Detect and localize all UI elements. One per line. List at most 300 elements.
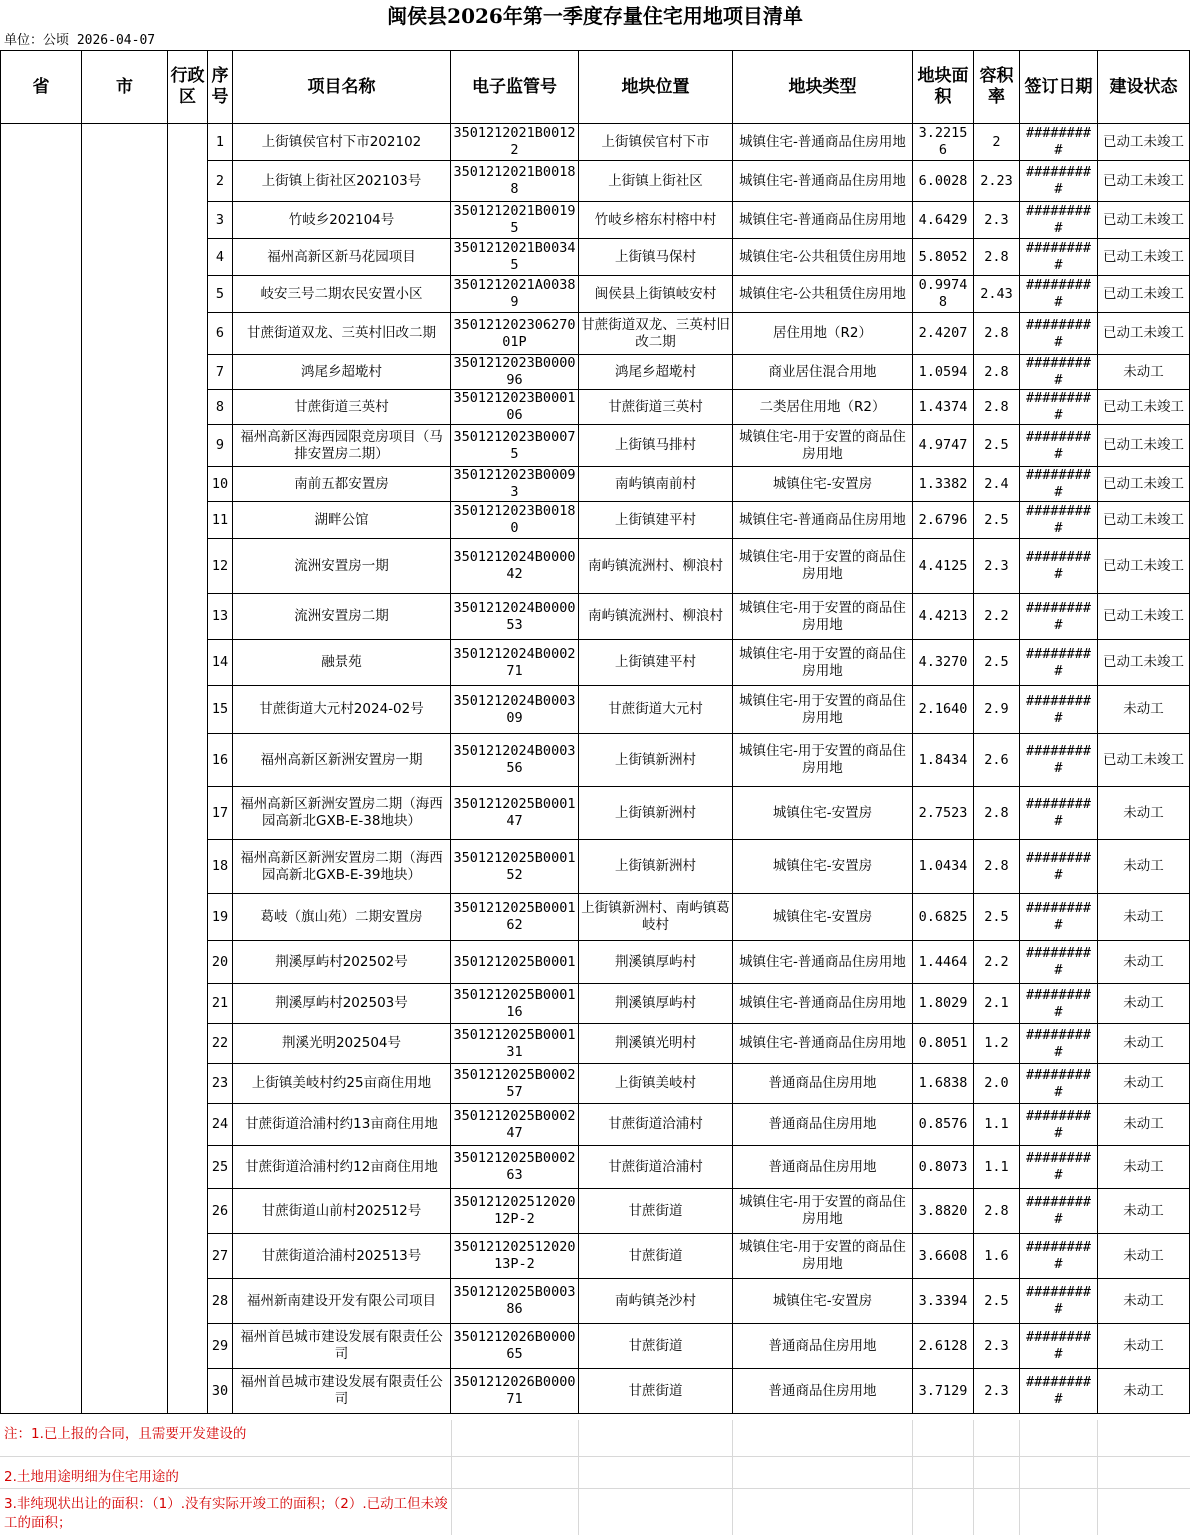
plot-type-cell: 城镇住宅-普通商品住房用地: [733, 202, 913, 239]
seq-cell: 8: [208, 390, 233, 425]
floor-area-ratio-cell: 2.5: [974, 640, 1020, 686]
plot-area-cell: 1.8434: [913, 734, 974, 787]
seq-cell: 7: [208, 355, 233, 390]
floor-area-ratio-cell: 2.4: [974, 467, 1020, 502]
project-name-cell: 荆溪光明202504号: [233, 1024, 451, 1064]
header-code: 电子监管号: [451, 51, 579, 124]
plot-type-cell: 城镇住宅-安置房: [733, 1279, 913, 1324]
sign-date-cell: #########: [1020, 1104, 1098, 1146]
grid-line: [973, 1420, 974, 1535]
plot-location-cell: 鸿尾乡超墘村: [579, 355, 733, 390]
seq-cell: 15: [208, 686, 233, 734]
unit-line: 单位：公顷 2026-04-07: [4, 33, 156, 48]
plot-location-cell: 甘蔗街道: [579, 1369, 733, 1414]
seq-cell: 27: [208, 1234, 233, 1279]
plot-area-cell: 3.8820: [913, 1189, 974, 1234]
plot-location-cell: 南屿镇南前村: [579, 467, 733, 502]
project-name-cell: 融景苑: [233, 640, 451, 686]
construction-status-cell: 未动工: [1098, 1064, 1190, 1104]
supervision-code-cell: 3501212025B000152: [451, 840, 579, 894]
seq-cell: 12: [208, 539, 233, 594]
header-location: 地块位置: [579, 51, 733, 124]
plot-location-cell: 上街镇侯官村下市: [579, 124, 733, 161]
seq-cell: 2: [208, 161, 233, 202]
project-name-cell: 福州高新区海西园限竞房项目（马排安置房二期）: [233, 425, 451, 467]
plot-location-cell: 上街镇上街社区: [579, 161, 733, 202]
seq-cell: 28: [208, 1279, 233, 1324]
floor-area-ratio-cell: 2.5: [974, 425, 1020, 467]
header-ratio: 容积率: [974, 51, 1020, 124]
construction-status-cell: 未动工: [1098, 1189, 1190, 1234]
note-2: 2.土地用途明细为住宅用途的: [4, 1469, 179, 1485]
construction-status-cell: 未动工: [1098, 1024, 1190, 1064]
plot-location-cell: 甘蔗街道三英村: [579, 390, 733, 425]
floor-area-ratio-cell: 1.2: [974, 1024, 1020, 1064]
project-name-cell: 甘蔗街道洽浦村约12亩商住用地: [233, 1146, 451, 1189]
supervision-code-cell: 3501212021A00389: [451, 276, 579, 313]
plot-location-cell: 上街镇新洲村、南屿镇葛岐村: [579, 894, 733, 941]
supervision-code-cell: 3501212025B000116: [451, 984, 579, 1024]
plot-area-cell: 1.4464: [913, 941, 974, 984]
plot-location-cell: 甘蔗街道: [579, 1324, 733, 1369]
seq-cell: 19: [208, 894, 233, 941]
construction-status-cell: 未动工: [1098, 1146, 1190, 1189]
plot-location-cell: 荆溪镇光明村: [579, 1024, 733, 1064]
sign-date-cell: #########: [1020, 239, 1098, 276]
supervision-code-cell: 3501212024B000356: [451, 734, 579, 787]
header-row: [1, 51, 1190, 124]
plot-location-cell: 上街镇建平村: [579, 640, 733, 686]
supervision-code-cell: 3501212021B00195: [451, 202, 579, 239]
floor-area-ratio-cell: 2.9: [974, 686, 1020, 734]
project-name-cell: 流洲安置房一期: [233, 539, 451, 594]
project-name-cell: 福州首邑城市建设发展有限责任公司: [233, 1369, 451, 1414]
grid-line: [578, 1420, 579, 1535]
plot-area-cell: 1.0434: [913, 840, 974, 894]
plot-area-cell: 0.6825: [913, 894, 974, 941]
floor-area-ratio-cell: 2: [974, 124, 1020, 161]
header-district: 行政区: [168, 51, 208, 124]
floor-area-ratio-cell: 2.8: [974, 239, 1020, 276]
supervision-code-cell: 3501212025B000257: [451, 1064, 579, 1104]
header-province: 省: [1, 51, 82, 124]
construction-status-cell: 已动工未竣工: [1098, 467, 1190, 502]
sign-date-cell: #########: [1020, 640, 1098, 686]
project-name-cell: 福州高新区新洲安置房二期（海西园高新北GXB-E-38地块）: [233, 787, 451, 840]
floor-area-ratio-cell: 2.43: [974, 276, 1020, 313]
supervision-code-cell: 3501212026B000065: [451, 1324, 579, 1369]
plot-location-cell: 上街镇马保村: [579, 239, 733, 276]
city-cell: [82, 124, 168, 1414]
plot-location-cell: 甘蔗街道: [579, 1234, 733, 1279]
sign-date-cell: #########: [1020, 1189, 1098, 1234]
plot-location-cell: 上街镇建平村: [579, 502, 733, 539]
grid-line: [912, 1420, 913, 1535]
plot-type-cell: 城镇住宅-公共租赁住房用地: [733, 239, 913, 276]
project-name-cell: 甘蔗街道洽浦村202513号: [233, 1234, 451, 1279]
floor-area-ratio-cell: 2.8: [974, 390, 1020, 425]
supervision-code-cell: 35012120251202013P-2: [451, 1234, 579, 1279]
project-name-cell: 荆溪厚屿村202503号: [233, 984, 451, 1024]
construction-status-cell: 未动工: [1098, 894, 1190, 941]
plot-area-cell: 0.8576: [913, 1104, 974, 1146]
supervision-code-cell: 3501212021B00188: [451, 161, 579, 202]
plot-type-cell: 城镇住宅-用于安置的商品住房用地: [733, 640, 913, 686]
sign-date-cell: #########: [1020, 390, 1098, 425]
plot-type-cell: 城镇住宅-用于安置的商品住房用地: [733, 734, 913, 787]
plot-location-cell: 荆溪镇厚屿村: [579, 984, 733, 1024]
seq-cell: 30: [208, 1369, 233, 1414]
sign-date-cell: #########: [1020, 787, 1098, 840]
sign-date-cell: #########: [1020, 425, 1098, 467]
plot-area-cell: 6.0028: [913, 161, 974, 202]
supervision-code-cell: 3501212025B000263: [451, 1146, 579, 1189]
construction-status-cell: 未动工: [1098, 941, 1190, 984]
header-area: 地块面积: [913, 51, 974, 124]
table-row: [1, 124, 1190, 161]
plot-type-cell: 普通商品住房用地: [733, 1104, 913, 1146]
project-name-cell: 湖畔公馆: [233, 502, 451, 539]
sign-date-cell: #########: [1020, 1024, 1098, 1064]
note-1: 注：1.已上报的合同，且需要开发建设的: [4, 1426, 247, 1442]
plot-type-cell: 城镇住宅-安置房: [733, 787, 913, 840]
floor-area-ratio-cell: 1.1: [974, 1146, 1020, 1189]
supervision-code-cell: 3501212026B000071: [451, 1369, 579, 1414]
plot-type-cell: 二类居住用地（R2）: [733, 390, 913, 425]
seq-cell: 25: [208, 1146, 233, 1189]
plot-type-cell: 城镇住宅-用于安置的商品住房用地: [733, 539, 913, 594]
supervision-code-cell: 3501212024B000309: [451, 686, 579, 734]
supervision-code-cell: 3501212025B0001: [451, 941, 579, 984]
floor-area-ratio-cell: 2.5: [974, 1279, 1020, 1324]
seq-cell: 22: [208, 1024, 233, 1064]
plot-area-cell: 3.7129: [913, 1369, 974, 1414]
construction-status-cell: 已动工未竣工: [1098, 390, 1190, 425]
project-name-cell: 荆溪厚屿村202502号: [233, 941, 451, 984]
plot-area-cell: 2.4207: [913, 313, 974, 355]
plot-type-cell: 城镇住宅-普通商品住房用地: [733, 941, 913, 984]
project-name-cell: 竹岐乡202104号: [233, 202, 451, 239]
plot-location-cell: 闽侯县上街镇岐安村: [579, 276, 733, 313]
header-status: 建设状态: [1098, 51, 1190, 124]
grid-line: [1097, 1420, 1098, 1535]
sign-date-cell: #########: [1020, 1234, 1098, 1279]
floor-area-ratio-cell: 2.2: [974, 594, 1020, 640]
plot-type-cell: 城镇住宅-安置房: [733, 894, 913, 941]
plot-type-cell: 城镇住宅-普通商品住房用地: [733, 1024, 913, 1064]
floor-area-ratio-cell: 2.8: [974, 787, 1020, 840]
sign-date-cell: #########: [1020, 686, 1098, 734]
seq-cell: 21: [208, 984, 233, 1024]
sign-date-cell: #########: [1020, 1324, 1098, 1369]
seq-cell: 5: [208, 276, 233, 313]
seq-cell: 18: [208, 840, 233, 894]
seq-cell: 3: [208, 202, 233, 239]
seq-cell: 4: [208, 239, 233, 276]
floor-area-ratio-cell: 2.0: [974, 1064, 1020, 1104]
plot-type-cell: 城镇住宅-用于安置的商品住房用地: [733, 686, 913, 734]
grid-line: [451, 1420, 452, 1535]
supervision-code-cell: 3501212025B000386: [451, 1279, 579, 1324]
construction-status-cell: 未动工: [1098, 1104, 1190, 1146]
project-name-cell: 上街镇上街社区202103号: [233, 161, 451, 202]
construction-status-cell: 已动工未竣工: [1098, 276, 1190, 313]
plot-type-cell: 城镇住宅-用于安置的商品住房用地: [733, 594, 913, 640]
sign-date-cell: #########: [1020, 502, 1098, 539]
seq-cell: 1: [208, 124, 233, 161]
project-name-cell: 上街镇侯官村下市202102: [233, 124, 451, 161]
plot-type-cell: 城镇住宅-普通商品住房用地: [733, 502, 913, 539]
plot-type-cell: 城镇住宅-安置房: [733, 467, 913, 502]
construction-status-cell: 已动工未竣工: [1098, 594, 1190, 640]
project-name-cell: 甘蔗街道洽浦村约13亩商住用地: [233, 1104, 451, 1146]
floor-area-ratio-cell: 2.3: [974, 1369, 1020, 1414]
supervision-code-cell: 3501212021B00345: [451, 239, 579, 276]
plot-type-cell: 城镇住宅-用于安置的商品住房用地: [733, 1189, 913, 1234]
plot-location-cell: 甘蔗街道大元村: [579, 686, 733, 734]
seq-cell: 11: [208, 502, 233, 539]
project-name-cell: 福州新南建设开发有限公司项目: [233, 1279, 451, 1324]
plot-area-cell: 3.6608: [913, 1234, 974, 1279]
construction-status-cell: 未动工: [1098, 1324, 1190, 1369]
plot-type-cell: 居住用地（R2）: [733, 313, 913, 355]
project-name-cell: 福州高新区新洲安置房二期（海西园高新北GXB-E-39地块）: [233, 840, 451, 894]
construction-status-cell: 未动工: [1098, 1369, 1190, 1414]
floor-area-ratio-cell: 2.8: [974, 840, 1020, 894]
plot-location-cell: 南屿镇流洲村、柳浪村: [579, 539, 733, 594]
project-name-cell: 岐安三号二期农民安置小区: [233, 276, 451, 313]
construction-status-cell: 未动工: [1098, 840, 1190, 894]
header-name: 项目名称: [233, 51, 451, 124]
floor-area-ratio-cell: 1.1: [974, 1104, 1020, 1146]
plot-area-cell: 3.3394: [913, 1279, 974, 1324]
plot-location-cell: 上街镇马排村: [579, 425, 733, 467]
plot-area-cell: 3.22156: [913, 124, 974, 161]
plot-type-cell: 普通商品住房用地: [733, 1324, 913, 1369]
seq-cell: 16: [208, 734, 233, 787]
construction-status-cell: 已动工未竣工: [1098, 425, 1190, 467]
plot-location-cell: 南屿镇尧沙村: [579, 1279, 733, 1324]
land-table: [0, 50, 1190, 1414]
project-name-cell: 福州首邑城市建设发展有限责任公司: [233, 1324, 451, 1369]
seq-cell: 13: [208, 594, 233, 640]
seq-cell: 6: [208, 313, 233, 355]
plot-type-cell: 城镇住宅-普通商品住房用地: [733, 124, 913, 161]
plot-location-cell: 荆溪镇厚屿村: [579, 941, 733, 984]
floor-area-ratio-cell: 2.8: [974, 1189, 1020, 1234]
plot-type-cell: 商业居住混合用地: [733, 355, 913, 390]
project-name-cell: 甘蔗街道山前村202512号: [233, 1189, 451, 1234]
seq-cell: 10: [208, 467, 233, 502]
construction-status-cell: 已动工未竣工: [1098, 239, 1190, 276]
construction-status-cell: 已动工未竣工: [1098, 313, 1190, 355]
construction-status-cell: 未动工: [1098, 787, 1190, 840]
sign-date-cell: #########: [1020, 594, 1098, 640]
supervision-code-cell: 35012120251202012P-2: [451, 1189, 579, 1234]
plot-type-cell: 城镇住宅-用于安置的商品住房用地: [733, 425, 913, 467]
project-name-cell: 葛岐（旗山苑）二期安置房: [233, 894, 451, 941]
project-name-cell: 福州高新区新马花园项目: [233, 239, 451, 276]
sign-date-cell: #########: [1020, 355, 1098, 390]
seq-cell: 26: [208, 1189, 233, 1234]
sign-date-cell: #########: [1020, 539, 1098, 594]
plot-area-cell: 4.4213: [913, 594, 974, 640]
plot-area-cell: 1.3382: [913, 467, 974, 502]
grid-line: [0, 1456, 1190, 1457]
project-name-cell: 甘蔗街道双龙、三英村旧改二期: [233, 313, 451, 355]
plot-location-cell: 南屿镇流洲村、柳浪村: [579, 594, 733, 640]
plot-type-cell: 普通商品住房用地: [733, 1064, 913, 1104]
header-city: 市: [82, 51, 168, 124]
floor-area-ratio-cell: 2.5: [974, 502, 1020, 539]
header-seq: 序号: [208, 51, 233, 124]
construction-status-cell: 未动工: [1098, 355, 1190, 390]
floor-area-ratio-cell: 2.1: [974, 984, 1020, 1024]
sign-date-cell: #########: [1020, 840, 1098, 894]
construction-status-cell: 已动工未竣工: [1098, 734, 1190, 787]
supervision-code-cell: 3501212023B00093: [451, 467, 579, 502]
plot-type-cell: 城镇住宅-普通商品住房用地: [733, 984, 913, 1024]
supervision-code-cell: 350121202306270 01P: [451, 313, 579, 355]
plot-location-cell: 上街镇新洲村: [579, 787, 733, 840]
plot-area-cell: 0.8051: [913, 1024, 974, 1064]
project-name-cell: 鸿尾乡超墘村: [233, 355, 451, 390]
sign-date-cell: #########: [1020, 734, 1098, 787]
plot-area-cell: 2.1640: [913, 686, 974, 734]
plot-area-cell: 5.8052: [913, 239, 974, 276]
plot-location-cell: 上街镇美岐村: [579, 1064, 733, 1104]
plot-area-cell: 1.8029: [913, 984, 974, 1024]
floor-area-ratio-cell: 2.3: [974, 539, 1020, 594]
sign-date-cell: #########: [1020, 1369, 1098, 1414]
sign-date-cell: #########: [1020, 941, 1098, 984]
plot-location-cell: 上街镇新洲村: [579, 734, 733, 787]
plot-location-cell: 甘蔗街道: [579, 1189, 733, 1234]
construction-status-cell: 已动工未竣工: [1098, 161, 1190, 202]
plot-area-cell: 1.4374: [913, 390, 974, 425]
plot-location-cell: 甘蔗街道洽浦村: [579, 1104, 733, 1146]
plot-type-cell: 城镇住宅-普通商品住房用地: [733, 161, 913, 202]
project-name-cell: 上街镇美岐村约25亩商住用地: [233, 1064, 451, 1104]
floor-area-ratio-cell: 2.2: [974, 941, 1020, 984]
construction-status-cell: 未动工: [1098, 984, 1190, 1024]
plot-area-cell: 2.7523: [913, 787, 974, 840]
grid-line: [1019, 1420, 1020, 1535]
construction-status-cell: 已动工未竣工: [1098, 502, 1190, 539]
sign-date-cell: #########: [1020, 202, 1098, 239]
plot-area-cell: 4.6429: [913, 202, 974, 239]
sign-date-cell: #########: [1020, 313, 1098, 355]
supervision-code-cell: 3501212025B000131: [451, 1024, 579, 1064]
project-name-cell: 甘蔗街道大元村2024-02号: [233, 686, 451, 734]
construction-status-cell: 已动工未竣工: [1098, 539, 1190, 594]
floor-area-ratio-cell: 2.3: [974, 202, 1020, 239]
supervision-code-cell: 3501212023B00075: [451, 425, 579, 467]
sign-date-cell: #########: [1020, 1146, 1098, 1189]
sign-date-cell: #########: [1020, 1279, 1098, 1324]
floor-area-ratio-cell: 2.8: [974, 313, 1020, 355]
floor-area-ratio-cell: 2.5: [974, 894, 1020, 941]
header-date: 签订日期: [1020, 51, 1098, 124]
floor-area-ratio-cell: 2.3: [974, 1324, 1020, 1369]
plot-location-cell: 竹岐乡榕东村榕中村: [579, 202, 733, 239]
district-cell: [168, 124, 208, 1414]
seq-cell: 23: [208, 1064, 233, 1104]
sign-date-cell: #########: [1020, 467, 1098, 502]
table-body: [1, 124, 1190, 1414]
seq-cell: 14: [208, 640, 233, 686]
construction-status-cell: 已动工未竣工: [1098, 640, 1190, 686]
plot-type-cell: 城镇住宅-用于安置的商品住房用地: [733, 1234, 913, 1279]
construction-status-cell: 已动工未竣工: [1098, 124, 1190, 161]
project-name-cell: 流洲安置房二期: [233, 594, 451, 640]
project-name-cell: 甘蔗街道三英村: [233, 390, 451, 425]
plot-area-cell: 2.6796: [913, 502, 974, 539]
sign-date-cell: #########: [1020, 1064, 1098, 1104]
seq-cell: 9: [208, 425, 233, 467]
project-name-cell: 福州高新区新洲安置房一期: [233, 734, 451, 787]
seq-cell: 29: [208, 1324, 233, 1369]
grid-line: [0, 1488, 1190, 1489]
plot-area-cell: 1.0594: [913, 355, 974, 390]
sign-date-cell: #########: [1020, 984, 1098, 1024]
construction-status-cell: 已动工未竣工: [1098, 202, 1190, 239]
note-3: 3.非纯现状出让的面积：（1）.没有实际开竣工的面积；（2）.已动工但未竣工的面积；: [4, 1496, 448, 1531]
supervision-code-cell: 3501212023B00180: [451, 502, 579, 539]
sign-date-cell: #########: [1020, 161, 1098, 202]
plot-location-cell: 甘蔗街道洽浦村: [579, 1146, 733, 1189]
construction-status-cell: 未动工: [1098, 686, 1190, 734]
seq-cell: 17: [208, 787, 233, 840]
seq-cell: 24: [208, 1104, 233, 1146]
plot-area-cell: 2.6128: [913, 1324, 974, 1369]
supervision-code-cell: 3501212024B000042: [451, 539, 579, 594]
grid-line: [732, 1420, 733, 1535]
plot-area-cell: 0.99748: [913, 276, 974, 313]
floor-area-ratio-cell: 2.8: [974, 355, 1020, 390]
plot-type-cell: 城镇住宅-安置房: [733, 840, 913, 894]
sign-date-cell: #########: [1020, 894, 1098, 941]
plot-type-cell: 普通商品住房用地: [733, 1369, 913, 1414]
plot-area-cell: 1.6838: [913, 1064, 974, 1104]
supervision-code-cell: 3501212021B00122: [451, 124, 579, 161]
floor-area-ratio-cell: 2.23: [974, 161, 1020, 202]
plot-location-cell: 上街镇新洲村: [579, 840, 733, 894]
plot-type-cell: 普通商品住房用地: [733, 1146, 913, 1189]
construction-status-cell: 未动工: [1098, 1279, 1190, 1324]
supervision-code-cell: 3501212023B000106: [451, 390, 579, 425]
plot-area-cell: 4.4125: [913, 539, 974, 594]
floor-area-ratio-cell: 1.6: [974, 1234, 1020, 1279]
supervision-code-cell: 3501212024B000053: [451, 594, 579, 640]
plot-area-cell: 0.8073: [913, 1146, 974, 1189]
page-title: 闽侯县2026年第一季度存量住宅用地项目清单: [387, 4, 803, 28]
plot-area-cell: 4.9747: [913, 425, 974, 467]
province-cell: [1, 124, 82, 1414]
supervision-code-cell: 3501212024B000271: [451, 640, 579, 686]
plot-type-cell: 城镇住宅-公共租赁住房用地: [733, 276, 913, 313]
supervision-code-cell: 3501212025B000247: [451, 1104, 579, 1146]
construction-status-cell: 未动工: [1098, 1234, 1190, 1279]
supervision-code-cell: 3501212025B000162: [451, 894, 579, 941]
seq-cell: 20: [208, 941, 233, 984]
supervision-code-cell: 3501212025B000147: [451, 787, 579, 840]
plot-area-cell: 4.3270: [913, 640, 974, 686]
header-type: 地块类型: [733, 51, 913, 124]
plot-location-cell: 甘蔗街道双龙、三英村旧改二期: [579, 313, 733, 355]
project-name-cell: 南前五都安置房: [233, 467, 451, 502]
sign-date-cell: #########: [1020, 124, 1098, 161]
